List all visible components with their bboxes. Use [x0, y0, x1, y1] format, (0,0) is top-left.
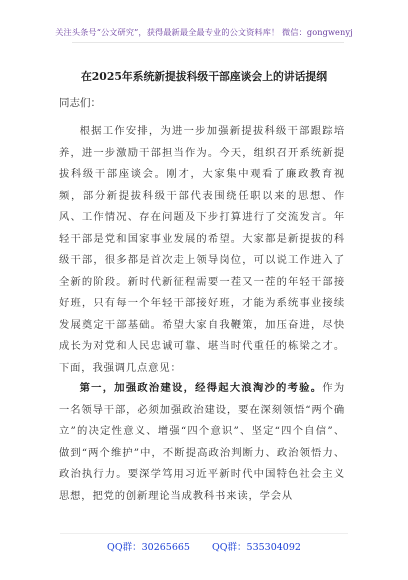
point-one-body: 作为一名领导干部，必须加强政治建设，要在深刻领悟“两个确立”的决定性意义、增强“四个意识”、坚定“四个自信”、做到“两个维护”中，不断提高政治判断力、政治领悟力、政治执行力。要深学笃用习近平新时代中国特色社会主义思想，把党的创新理论当成教科书来读，学会从: [59, 382, 346, 502]
point-one-paragraph: [59, 378, 345, 507]
intro-paragraph: 根据工作安排，为进一步加强新提拔科级干部跟踪培养，进一步激励干部担当作为。今天，组织召开系统新提拔科级干部座谈会。刚才，大家集中观看了廉政教育视频，部分新提拔科级干部代表围绕任职以来的思想、作风、工作情况、存在问题及下步打算进行了交流发言。年轻干部是党和国家事业发展的希望。大家都是新提拔的科级干部，很多都是首次走上领导岗位，可以说工作进入了全新的阶段。新时代新征程需要一茬又一茬的年轻干部接好班，只有每一个年轻干部接好班，才能为系统事业接续发展奠定干部基础。希望大家自我鞭策，加压奋进，尽快成长为对党和人民忠诚可靠、堪当时代重任的栋梁之才。下面，我强调几点意见：: [59, 125, 345, 374]
qq-footer: [0, 539, 408, 553]
qq-group-1: QQ群：30265665: [107, 542, 190, 553]
promo-header: [0, 27, 408, 38]
promo-header-text: 关注头条号“公文研究”，获得最新最全最专业的公文资料库！ 微信：gongwenyj: [55, 27, 353, 37]
footer-divider: [60, 533, 348, 534]
point-one-heading: 第一，加强政治建设，经得起大浪淘沙的考验。: [79, 382, 323, 394]
qq-group-2: QQ群：535304092: [211, 542, 301, 553]
salutation: 同志们：: [59, 97, 101, 109]
document-title: 在2025年系统新提拔科级干部座谈会上的讲话提纲: [81, 70, 327, 83]
header-divider: [72, 42, 344, 43]
